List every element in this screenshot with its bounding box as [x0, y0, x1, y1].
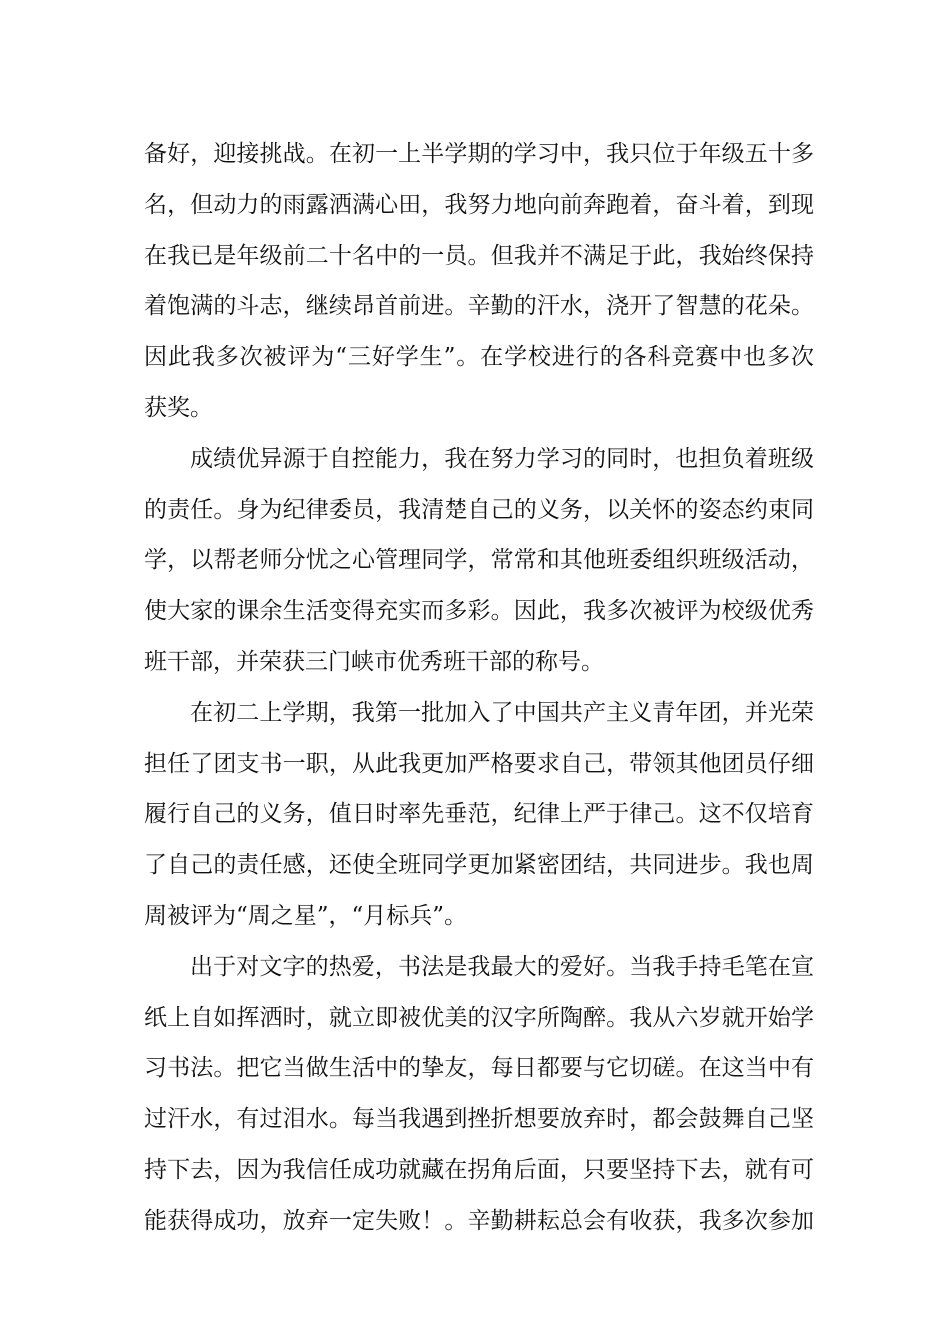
text-line: 因此我多次被评为“三好学生”。在学校进行的各科竞赛中也多次: [144, 344, 814, 371]
text-line: 担任了团支书一职，从此我更加严格要求自己，带领其他团员仔细: [144, 750, 814, 777]
text-line: 习书法。把它当做生活中的挚友，每日都要与它切磋。在这当中有: [144, 1055, 814, 1082]
text-line: 班干部，并荣获三门峡市优秀班干部的称号。: [144, 648, 604, 675]
text-line: 学，以帮老师分忧之心管理同学，常常和其他班委组织班级活动，: [144, 547, 814, 574]
text-line: 在我已是年级前二十名中的一员。但我并不满足于此，我始终保持: [144, 242, 814, 269]
text-line: 履行自己的义务，值日时率先垂范，纪律上严于律己。这不仅培育: [144, 801, 814, 828]
text-line: 了自己的责任感，还使全班同学更加紧密团结，共同进步。我也周: [144, 852, 814, 879]
text-line: 在初二上学期，我第一批加入了中国共产主义青年团，并光荣: [190, 699, 814, 726]
text-line: 出于对文字的热爱，书法是我最大的爱好。当我手持毛笔在宣: [190, 953, 814, 980]
text-line: 持下去，因为我信任成功就藏在拐角后面，只要坚持下去，就有可: [144, 1156, 814, 1183]
text-line: 过汗水，有过泪水。每当我遇到挫折想要放弃时，都会鼓舞自己坚: [144, 1106, 814, 1133]
document-text-body: [144, 129, 814, 1247]
text-line: 名，但动力的雨露洒满心田，我努力地向前奔跑着，奋斗着，到现: [144, 191, 814, 218]
text-line: 着饱满的斗志，继续昂首前进。辛勤的汗水，浇开了智慧的花朵。: [144, 293, 814, 320]
text-line: 能获得成功，放弃一定失败！。辛勤耕耘总会有收获，我多次参加: [144, 1207, 814, 1234]
text-line: 的责任。身为纪律委员，我清楚自己的义务，以关怀的姿态约束同: [144, 496, 814, 523]
text-line: 成绩优异源于自控能力，我在努力学习的同时，也担负着班级: [190, 445, 814, 472]
text-line: 获奖。: [144, 394, 213, 421]
text-line: 周被评为“周之星”，“月标兵”。: [144, 902, 468, 929]
text-line: 纸上自如挥洒时，就立即被优美的汉字所陶醉。我从六岁就开始学: [144, 1004, 814, 1031]
text-line: 备好，迎接挑战。在初一上半学期的学习中，我只位于年级五十多: [144, 141, 814, 167]
text-line: 使大家的课余生活变得充实而多彩。因此，我多次被评为校级优秀: [144, 598, 814, 625]
